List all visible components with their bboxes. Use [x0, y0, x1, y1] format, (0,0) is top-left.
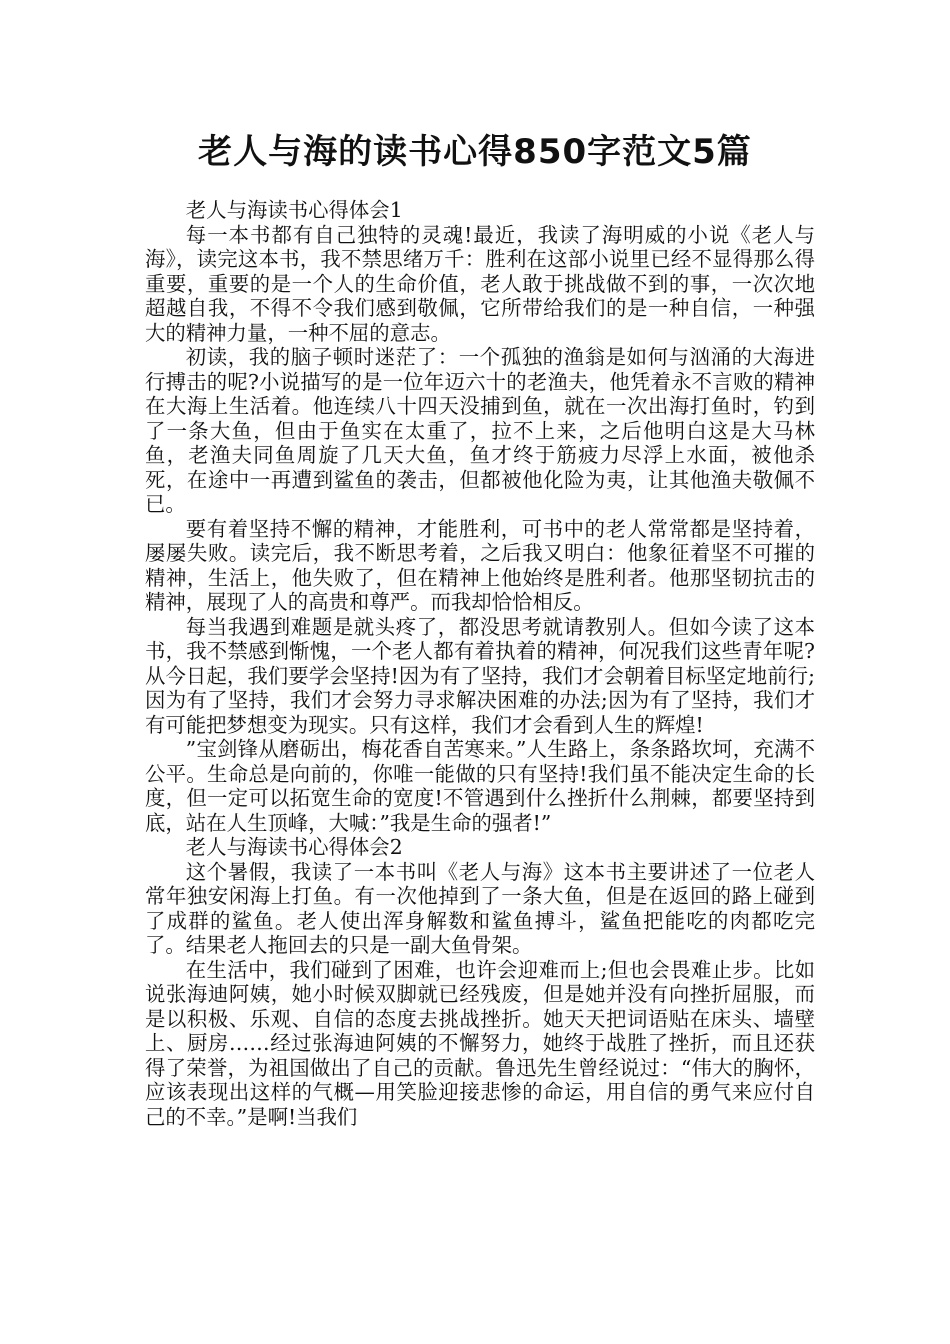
- section-heading-1: 老人与海读书心得体会1: [185, 198, 403, 222]
- paragraph: 这个暑假，我读了一本书叫《老人与海》这本书主要讲述了一位老人常年独安闲海上打鱼。有一次他掉到了一条大鱼，但是在返回的路上碰到了成群的鲨鱼。老人使出浑身解数和鲨鱼搏斗，鲨鱼把能吃的肉都吃完了。结果老人拖回去的只是一副大鱼骨架。: [145, 859, 815, 957]
- paragraph: 在生活中，我们碰到了困难，也许会迎难而上;但也会畏难止步。比如说张海迪阿姨，她小时候双脚就已经残废，但是她并没有向挫折屈服，而是以积极、乐观、自信的态度去挑战挫折。她天天把词语贴在床头、墙壁上、厨房……经过张海迪阿姨的不懈努力，她终于战胜了挫折，而且还获得了荣誉，为祖国做出了自己的贡献。鲁迅先生曾经说过：“伟大的胸怀，应该表现出这样的气概—用笑脸迎接悲惨的命运，用自信的勇气来应付自己的不幸。”是啊!当我们: [145, 957, 815, 1129]
- section-heading-2: 老人与海读书心得体会2: [185, 835, 403, 859]
- document-title: 老人与海的读书心得850字范文5篇: [198, 132, 752, 172]
- paragraph: ”宝剑锋从磨砺出，梅花香自苦寒来。”人生路上，条条路坎坷，充满不公平。生命总是向前的，你唯一能做的只有坚持!我们虽不能决定生命的长度，但一定可以拓宽生命的宽度!不管遇到什么挫折什么荆棘，都要坚持到底，站在人生顶峰，大喊：”我是生命的强者!”: [145, 737, 815, 835]
- document-body: [145, 198, 815, 1129]
- paragraph: 初读，我的脑子顿时迷茫了：一个孤独的渔翁是如何与汹涌的大海进行搏击的呢?小说描写的是一位年迈六十的老渔夫，他凭着永不言败的精神在大海上生活着。他连续八十四天没捕到鱼，就在一次出海打鱼时，钓到了一条大鱼，但由于鱼实在太重了，拉不上来，之后他明白这是大马林鱼，老渔夫同鱼周旋了几天大鱼，鱼才终于筋疲力尽浮上水面，被他杀死，在途中一再遭到鲨鱼的袭击，但都被他化险为夷，让其他渔夫敬佩不已。: [145, 345, 815, 516]
- paragraph: 每当我遇到难题是就头疼了，都没思考就请教别人。但如今读了这本书，我不禁感到惭愧，一个老人都有着执着的精神，何况我们这些青年呢?从今日起，我们要学会坚持!因为有了坚持，我们才会朝着目标坚定地前行;因为有了坚持，我们才会努力寻求解决困难的办法;因为有了坚持，我们才有可能把梦想变为现实。只有这样，我们才会看到人生的辉煌!: [145, 614, 815, 737]
- paragraph: 要有着坚持不懈的精神，才能胜利，可书中的老人常常都是坚持着，屡屡失败。读完后，我不断思考着，之后我又明白：他象征着坚不可摧的精神，生活上，他失败了，但在精神上他始终是胜利者。他那坚韧抗击的精神，展现了人的高贵和尊严。而我却恰恰相反。: [145, 516, 815, 614]
- paragraph: 每一本书都有自己独特的灵魂!最近，我读了海明威的小说《老人与海》，读完这本书，我不禁思绪万千：胜利在这部小说里已经不显得那么得重要，重要的是一个人的生命价值，老人敢于挑战做不到的事，一次次地超越自我，不得不令我们感到敬佩，它所带给我们的是一种自信，一种强大的精神力量，一种不屈的意志。: [145, 222, 815, 345]
